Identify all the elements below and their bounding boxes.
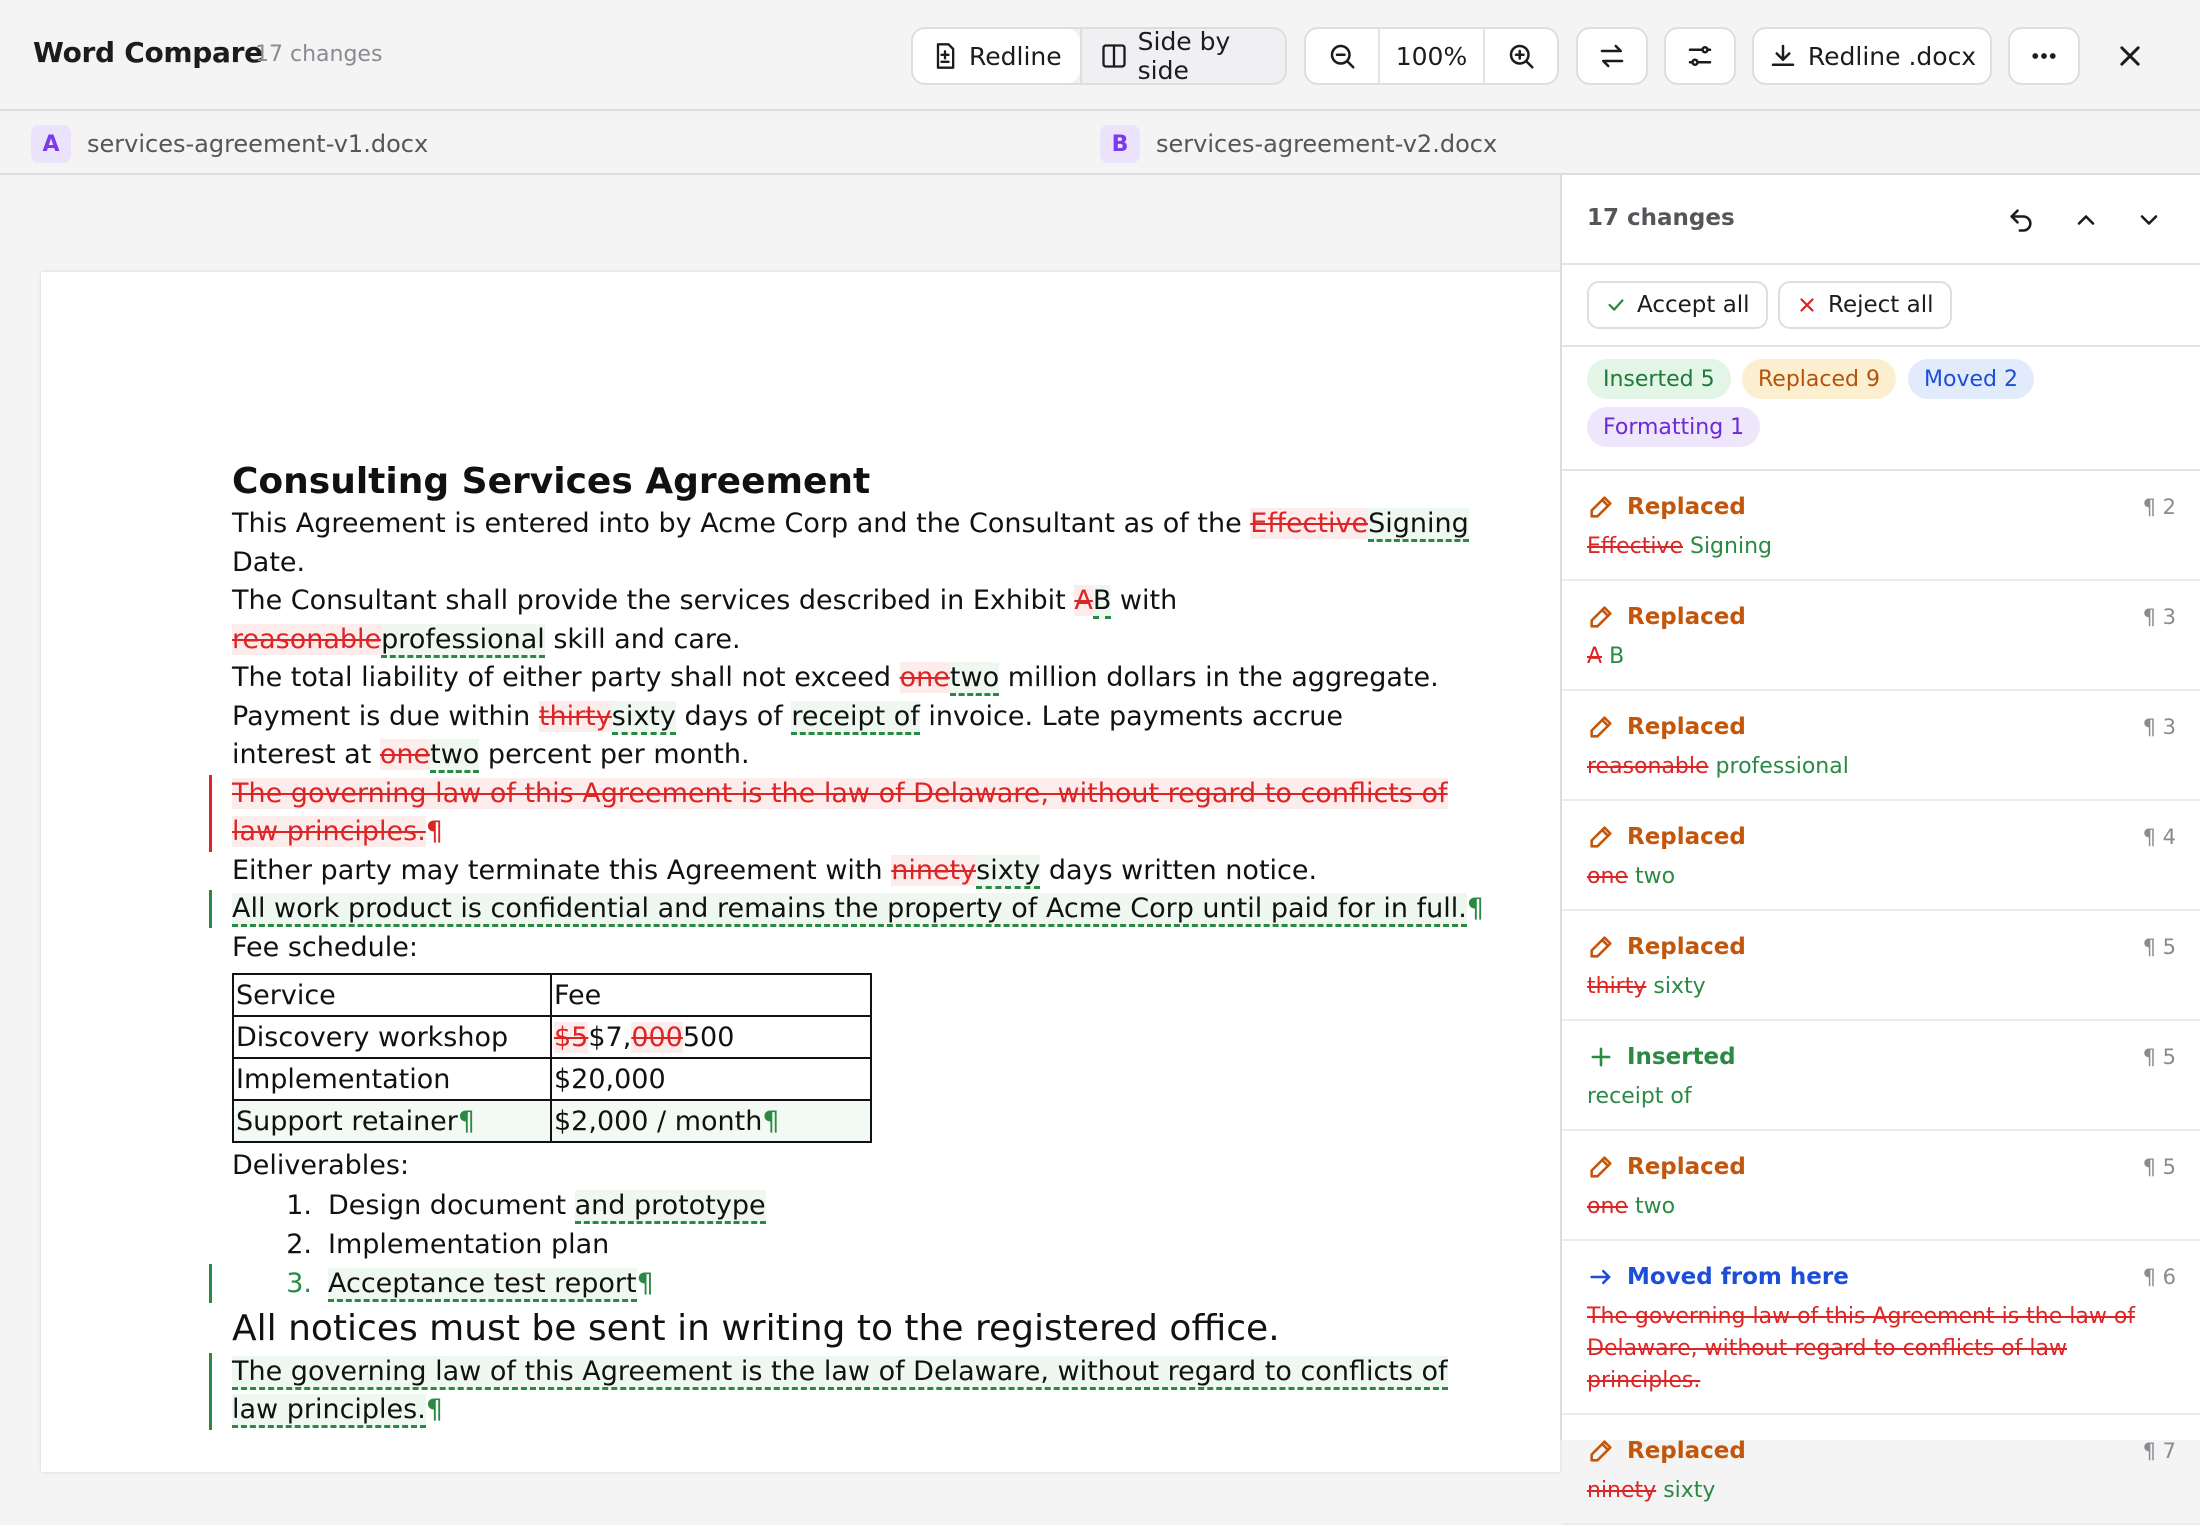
change-inserted-text: receipt of <box>1587 1084 1692 1109</box>
change-text <box>1587 971 2175 1003</box>
changes-panel <box>1560 175 2200 1503</box>
deleted-text[interactable]: $5 <box>554 1021 589 1053</box>
settings-button[interactable] <box>1664 27 1736 85</box>
paragraph-ref: ¶ 5 <box>2142 1045 2176 1069</box>
export-redline-button[interactable]: Redline .docx <box>1752 27 1992 85</box>
inserted-text[interactable]: receipt of <box>791 701 919 735</box>
pencil-icon <box>1587 713 1615 741</box>
undo-button[interactable] <box>2004 203 2038 237</box>
deleted-text[interactable]: thirty <box>538 700 612 732</box>
close-button[interactable] <box>2110 36 2150 76</box>
file-bar <box>0 111 2200 175</box>
change-type-label: Replaced <box>1627 1438 1746 1464</box>
plus-icon <box>1587 1043 1615 1071</box>
change-type-label: Replaced <box>1627 714 1746 740</box>
deleted-text[interactable]: Effective <box>1250 508 1369 539</box>
filter-chip-formatting[interactable]: Formatting 1 <box>1587 407 1760 447</box>
inserted-text[interactable]: two <box>950 662 999 696</box>
file-a-badge: A <box>31 125 71 163</box>
paragraph-8-inserted <box>232 890 1532 929</box>
zoom-in-icon <box>1506 41 1536 71</box>
table-row <box>233 1058 871 1100</box>
pencil-icon <box>1587 493 1615 521</box>
document-title: Consulting Services Agreement <box>232 461 871 502</box>
panel-title: 17 changes <box>1587 205 1735 231</box>
change-item[interactable] <box>1562 1241 2200 1415</box>
next-change-button[interactable] <box>2132 203 2166 237</box>
deliverables-label: Deliverables: <box>232 1150 410 1181</box>
change-item[interactable] <box>1562 1415 2200 1525</box>
pencil-icon <box>1587 603 1615 631</box>
paragraph-7: Either party may terminate this Agreement with ninetysixty days written notice. <box>232 852 1532 891</box>
change-type-label: Replaced <box>1627 824 1746 850</box>
inserted-text[interactable]: and prototype <box>575 1190 766 1224</box>
check-icon <box>1605 294 1627 316</box>
columns-icon <box>1100 42 1128 70</box>
list-item: 1. Design document and prototype <box>232 1186 1532 1225</box>
change-bar <box>209 1353 212 1430</box>
change-type-label: Moved from here <box>1627 1264 1849 1290</box>
zoom-out-icon <box>1327 41 1357 71</box>
change-deleted-text: ninety <box>1587 1478 1657 1503</box>
change-type <box>1587 1153 2175 1181</box>
panel-actions <box>1562 265 2200 347</box>
change-inserted-text: sixty <box>1653 974 1706 999</box>
undo-icon <box>2007 206 2035 234</box>
pilcrow-mark: ¶ <box>457 1105 476 1137</box>
inserted-text[interactable]: Signing <box>1368 508 1469 542</box>
document-canvas[interactable] <box>0 175 1560 1440</box>
change-type <box>1587 1437 2175 1465</box>
change-deleted-text: The governing law of this Agreement is the law of Delaware, without regard to conflicts of law principles. <box>1587 1304 2136 1393</box>
change-text <box>1587 531 2175 563</box>
pencil-icon <box>1587 823 1615 851</box>
change-type <box>1587 1043 2175 1071</box>
change-type-label: Replaced <box>1627 494 1746 520</box>
inserted-text[interactable]: Acceptance test report <box>328 1268 637 1302</box>
pilcrow-mark: ¶ <box>425 816 443 847</box>
filter-chip-inserted[interactable]: Inserted 5 <box>1587 359 1731 399</box>
deleted-text[interactable]: 000 <box>631 1021 683 1053</box>
table-row <box>233 1016 871 1058</box>
inserted-text[interactable]: two <box>430 739 479 773</box>
change-deleted-text: Effective <box>1587 534 1683 559</box>
sliders-icon <box>1685 41 1715 71</box>
change-type <box>1587 713 2175 741</box>
change-text <box>1587 641 2175 673</box>
file-b-badge: B <box>1100 125 1140 163</box>
chevron-up-icon <box>2072 206 2100 234</box>
change-inserted-text: professional <box>1715 754 1849 779</box>
file-b <box>1100 125 1497 163</box>
pencil-icon <box>1587 933 1615 961</box>
change-type <box>1587 603 2175 631</box>
pencil-icon <box>1587 1437 1615 1465</box>
paragraph-ref: ¶ 5 <box>2142 1155 2176 1179</box>
list-item: 3. Acceptance test report¶ <box>232 1264 1532 1303</box>
inserted-text[interactable]: professional <box>381 624 545 658</box>
document-page <box>41 272 1560 1472</box>
zoom-control <box>1304 27 1559 85</box>
change-text <box>1587 1301 2175 1397</box>
fee-schedule-label: Fee schedule: <box>232 931 418 963</box>
table-cell: Support retainer¶ <box>233 1100 551 1142</box>
table-header-cell: Service <box>233 974 551 1016</box>
more-options-button[interactable] <box>2008 27 2080 85</box>
zoom-level[interactable]: 100% <box>1378 29 1485 83</box>
paragraph-moved-to <box>232 1353 1452 1430</box>
paragraph-ref: ¶ 6 <box>2142 1265 2176 1289</box>
change-bar <box>209 775 212 852</box>
change-text <box>1587 861 2175 893</box>
swap-icon <box>1597 41 1627 71</box>
inserted-text[interactable]: B <box>1093 585 1112 619</box>
file-b-name: services-agreement-v2.docx <box>1156 130 1498 158</box>
change-inserted-text: two <box>1634 1194 1676 1219</box>
change-inserted-text: sixty <box>1663 1478 1716 1503</box>
change-type <box>1587 493 2175 521</box>
change-deleted-text: one <box>1587 1194 1628 1219</box>
deleted-text[interactable]: one <box>379 739 431 770</box>
filter-chip-replaced[interactable]: Replaced 9 <box>1742 359 1896 399</box>
paragraph-6-moved-from <box>232 775 1452 852</box>
download-icon <box>1768 41 1798 71</box>
change-deleted-text: A <box>1587 644 1603 669</box>
change-item[interactable] <box>1562 801 2200 911</box>
paragraph-ref: ¶ 3 <box>2142 605 2176 629</box>
swap-documents-button[interactable] <box>1576 27 1648 85</box>
app-title: Word Compare <box>33 36 263 69</box>
redline-view-button[interactable]: Redline <box>913 29 1080 83</box>
moved-inserted-text[interactable]: The governing law of this Agreement is the law of Delaware, without regard to conflicts of law principles. <box>232 1356 1448 1429</box>
change-text <box>1587 1191 2175 1223</box>
panel-header <box>1562 175 2200 265</box>
top-header <box>0 0 2200 111</box>
table-cell: $5$7,000500 <box>551 1016 871 1058</box>
change-count: 17 changes <box>255 42 383 67</box>
change-item[interactable] <box>1562 691 2200 801</box>
table-cell: $20,000 <box>551 1058 871 1100</box>
change-type-label: Replaced <box>1627 934 1746 960</box>
table-cell: Discovery workshop <box>233 1016 551 1058</box>
inserted-text[interactable]: sixty <box>976 855 1040 889</box>
change-deleted-text: thirty <box>1587 974 1647 999</box>
change-inserted-text: Signing <box>1689 534 1772 559</box>
deleted-text[interactable]: ninety <box>891 854 977 886</box>
change-text <box>1587 1081 2175 1113</box>
chevron-down-icon <box>2135 206 2163 234</box>
table-header-cell: Fee <box>551 974 871 1016</box>
change-bar <box>209 890 212 928</box>
paragraph-ref: ¶ 2 <box>2142 495 2176 519</box>
deleted-text[interactable]: reasonable <box>232 623 382 655</box>
more-horizontal-icon <box>2029 41 2059 71</box>
deleted-text[interactable]: A <box>1074 585 1093 616</box>
view-toggle <box>911 27 1287 85</box>
zoom-in-button[interactable] <box>1485 29 1557 83</box>
paragraph-4: The total liability of either party shall not exceed onetwo million dollars in the aggregate. <box>232 659 1532 698</box>
change-inserted-text: two <box>1634 864 1676 889</box>
deliverables-list <box>232 1186 1532 1303</box>
change-item[interactable] <box>1562 911 2200 1021</box>
change-text <box>1587 751 2175 783</box>
change-type <box>1587 1263 2175 1291</box>
paragraph-5: Payment is due within thirtysixty days of receipt of invoice. Late payments accrue interest at onetwo percent per month. <box>232 698 1452 775</box>
reject-all-button[interactable]: Reject all <box>1778 281 1952 329</box>
table-row <box>233 1100 871 1142</box>
list-item: 2. Implementation plan <box>286 1228 610 1260</box>
paragraph-ref: ¶ 4 <box>2142 825 2176 849</box>
paragraph-ref: ¶ 3 <box>2142 715 2176 739</box>
change-deleted-text: reasonable <box>1587 754 1709 779</box>
notice-paragraph: All notices must be sent in writing to the registered office. <box>232 1307 1280 1349</box>
x-icon <box>1796 294 1818 316</box>
pilcrow-mark: ¶ <box>636 1267 654 1299</box>
arrow-right-icon <box>1587 1263 1615 1291</box>
moved-deleted-text[interactable]: The governing law of this Agreement is the law of Delaware, without regard to conflicts of law principles. <box>232 777 1448 847</box>
table-cell: $2,000 / month¶ <box>551 1100 871 1142</box>
filter-chip-moved[interactable]: Moved 2 <box>1908 359 2034 399</box>
document-body <box>232 461 1532 1430</box>
file-a <box>31 125 428 163</box>
table-cell: Implementation <box>233 1058 551 1100</box>
change-type-label: Replaced <box>1627 1154 1746 1180</box>
paragraph-3: The Consultant shall provide the services described in Exhibit AB with reasonableprofessional skill and care. <box>232 582 1452 659</box>
file-a-name: services-agreement-v1.docx <box>87 130 429 158</box>
change-item[interactable] <box>1562 471 2200 581</box>
change-type-label: Replaced <box>1627 604 1746 630</box>
change-type-label: Inserted <box>1627 1044 1736 1070</box>
change-item[interactable] <box>1562 1131 2200 1241</box>
change-type <box>1587 823 2175 851</box>
change-type <box>1587 933 2175 961</box>
fee-table <box>232 973 872 1143</box>
change-type-filters <box>1562 347 2200 471</box>
change-item[interactable] <box>1562 1021 2200 1131</box>
inserted-text[interactable]: sixty <box>612 701 676 735</box>
close-icon <box>2116 42 2144 70</box>
inserted-text[interactable]: All work product is confidential and remains the property of Acme Corp until paid for in full. <box>232 893 1467 927</box>
previous-change-button[interactable] <box>2069 203 2103 237</box>
deleted-text[interactable]: one <box>899 662 950 693</box>
document-diff-icon <box>931 42 959 70</box>
accept-all-button[interactable]: Accept all <box>1587 281 1768 329</box>
pilcrow-mark: ¶ <box>1466 893 1485 924</box>
paragraph-2: This Agreement is entered into by Acme Corp and the Consultant as of the EffectiveSigning Date. <box>232 508 1469 578</box>
table-row <box>233 974 871 1016</box>
change-bar <box>209 1264 212 1303</box>
pilcrow-mark: ¶ <box>425 1394 443 1425</box>
pilcrow-mark: ¶ <box>762 1105 780 1137</box>
side-by-side-view-button[interactable]: Side by side <box>1080 29 1285 83</box>
paragraph-ref: ¶ 7 <box>2142 1439 2176 1463</box>
zoom-out-button[interactable] <box>1306 29 1378 83</box>
change-item[interactable] <box>1562 581 2200 691</box>
paragraph-ref: ¶ 5 <box>2142 935 2176 959</box>
change-inserted-text: B <box>1609 644 1625 669</box>
change-text <box>1587 1475 2175 1507</box>
pencil-icon <box>1587 1153 1615 1181</box>
change-deleted-text: one <box>1587 864 1628 889</box>
change-list <box>1562 471 2200 1525</box>
